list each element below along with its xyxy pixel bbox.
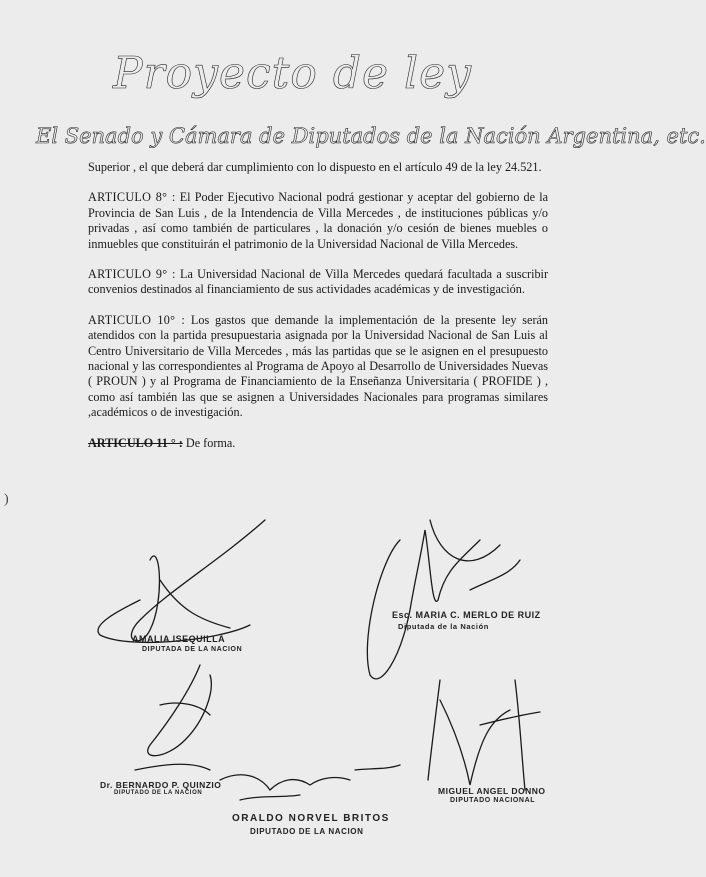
article-text: De forma. — [185, 435, 236, 450]
article-heading: ARTICULO 10° : — [88, 312, 186, 327]
margin-mark: ) — [4, 492, 9, 507]
article-text: La Universidad Nacional de Villa Mercedes quedará facultada a suscribir convenios destinados al financiamiento de sus actividades académicas y de investigación. — [88, 267, 548, 297]
signatory-role: Diputada de la Nación — [398, 622, 489, 631]
signatory-name: Dr. BERNARDO P. QUINZIO — [100, 780, 222, 790]
document-title: Proyecto de ley — [113, 48, 472, 99]
document-subtitle: El Senado y Cámara de Diputados de la Nación Argentina, etc. — [36, 124, 706, 148]
signatory-role: DIPUTADO NACIONAL — [450, 797, 536, 804]
signatory-name: Esc. MARIA C. MERLO DE RUIZ — [392, 610, 541, 620]
signatory-name: MIGUEL ANGEL DONNO — [438, 786, 546, 796]
signature-quinzio — [135, 665, 211, 770]
article-heading: ARTICULO 8° : — [88, 190, 176, 205]
signature-merlo — [367, 520, 520, 679]
signatory-name: ORALDO NORVEL BRITOS — [232, 813, 390, 824]
intro-paragraph: Superior , el que deberá dar cumplimiento con lo dispuesto en el artículo 49 de la ley 24.521. — [88, 160, 542, 174]
signatory-role: DIPUTADO DE LA NACION — [250, 827, 364, 836]
signatory-role: DIPUTADO DE LA NACION — [114, 790, 203, 796]
article-heading: ARTICULO 9° : — [88, 267, 176, 282]
signature-britos — [220, 765, 400, 800]
article-heading: ARTICULO 11 ° : — [88, 435, 183, 450]
signature-isequilla — [98, 520, 265, 642]
article-text: Los gastos que demande la implementación de la presente ley serán atendidos con la partida presupuestaria asignada por la Universidad Nacional de San Luis al Centro Universitario de Villa Mercedes , más las partidas que se le asignen en el presupuesto nacional y las correspondientes al Programa de Apoyo al Desarrollo de Universidades Nuevas ( PROUN ) y al Programa de Financiamiento de la Enseñanza Universitaria ( PROFIDE ) , como así también las que se asignen a Universidades Nacionales para programas similares ,académicos o de investigación. — [88, 312, 549, 420]
signature-donno — [428, 680, 540, 790]
signatory-name: AMALIA ISEQUILLA — [132, 634, 226, 644]
article-text: El Poder Ejecutivo Nacional podrá gestionar y aceptar del gobierno de la Provincia de San Luis , de la Intendencia de Villa Mercedes , de instituciones públicas y/o privadas , así como también de particulares , la donación y/o cesión de bienes muebles o inmuebles que constituirán el patrimonio de la Universidad Nacional de Villa Mercedes. — [88, 190, 548, 251]
signatory-role: DIPUTADA DE LA NACION — [142, 646, 243, 653]
